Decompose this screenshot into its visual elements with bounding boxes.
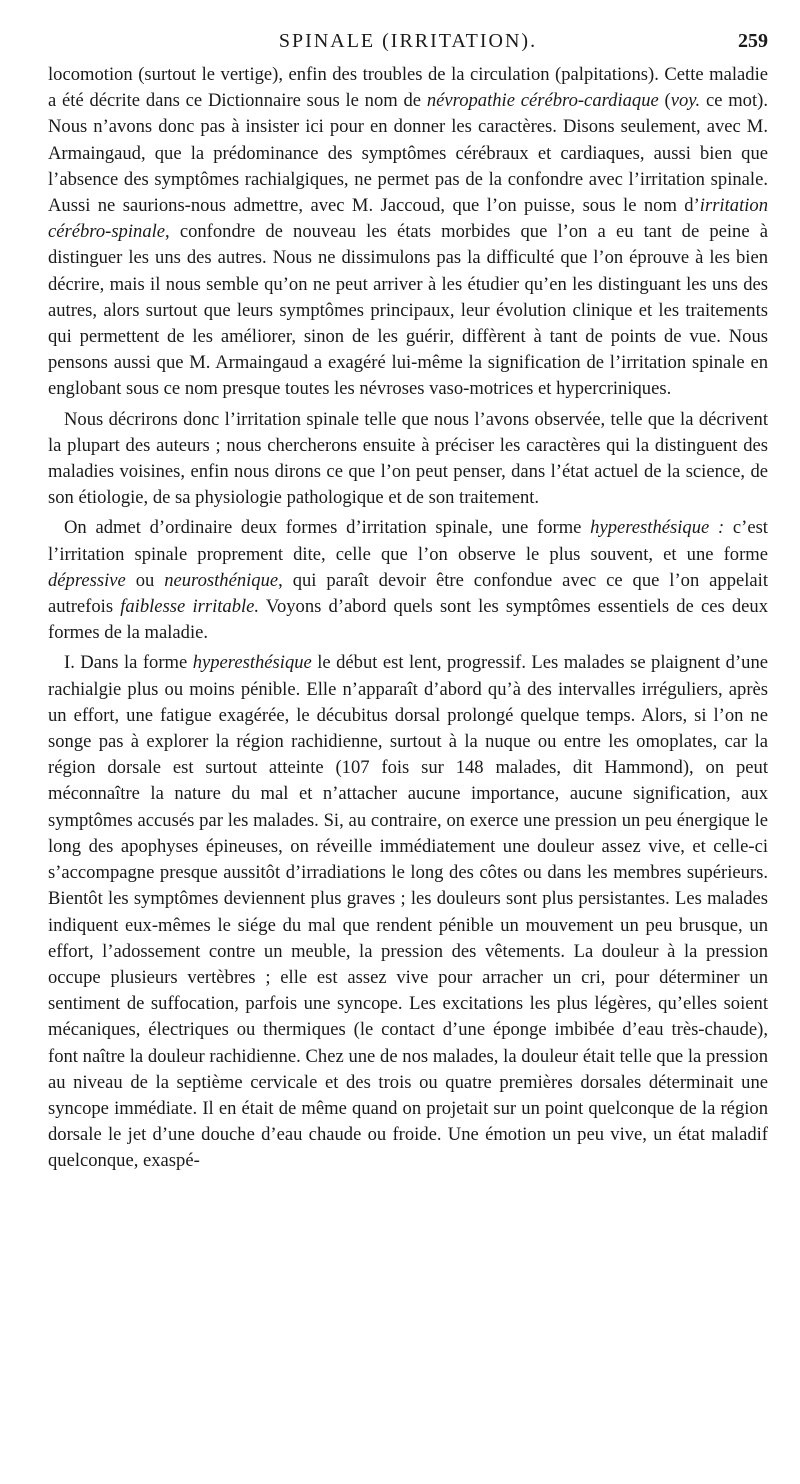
italic-text: hyperesthésique xyxy=(192,652,312,674)
body-text xyxy=(48,62,768,1175)
text-run: Voyons d’abord quels sont les symptômes essentiels de ces deux formes de la maladie. xyxy=(48,596,768,644)
italic-text: dépressive xyxy=(48,569,126,591)
text-run: , confondre de nouveau les états morbides que l’on a eu tant de peine à distinguer les uns des autres. Nous ne dissimulons pas la difficulté que l’on éprouve à les bien décrire, mais il nous semble qu’on ne peut arriver à les étudier qu’en les distinguant les uns des autres, alors surtout que leurs symptômes principaux, leur évolution clinique et les traitements qui permettent de les améliorer, sinon de les guérir, diffèrent à tant de points de vue. Nous pensons aussi que M. Armaingaud a exagéré lui-même la signification de l’irritation spinale en englobant sous ce nom presque toutes les névroses vaso-motrices et hypercriniques. xyxy=(48,221,768,400)
text-run: le début est lent, progressif. Les malades se plaignent d’une rachialgie plus ou moins pénible. Elle n’apparaît d’abord qu’à des intervalles irréguliers, après un effort, une fatigue exagérée, le décubitus dorsal prolongé quelque temps. Alors, si l’on ne songe pas à explorer la région rachidienne, surtout à la nuque ou entre les omoplates, car la région dorsale est surtout atteinte (107 fois sur 148 malades, dit Hammond), on peut méconnaître la nature du mal et n’attacher aucune importance, aucune signification, aux symptômes accusés par les malades. Si, au contraire, on exerce une pression un peu énergique le long des apophyses épineuses, on réveille immédiatement une douleur assez vive, et celle-ci s’accompagne presque aussitôt d’irradiations le long des côtes ou dans les membres supérieurs. Bientôt les symptômes deviennent plus graves ; les douleurs sont plus persistantes. Les malades indiquent eux-mêmes le siége du mal que rendent pénible un mouvement un peu brusque, un effort, l’adossement contre un meuble, la pression des vêtements. La douleur à la pression occupe plusieurs vertèbres ; elle est assez vive pour arracher un cri, pour déterminer un sentiment de suffocation, parfois une syncope. Les excitations les plus légères, qu’elles soient mécaniques, électriques ou thermiques (le contact d’une éponge imbibée d’eau très-chaude), font naître la douleur rachidienne. Chez une de nos malades, la douleur était telle que la pression au niveau de la septième cervicale et des trois ou quatre premières dorsales déterminait une syncope immédiate. Il en était de même quand on projetait sur un point quelconque de la région dorsale le jet d’une douche d’eau chaude ou froide. Une émotion un peu vive, un état maladif quelconque, exaspé- xyxy=(48,652,769,1172)
page-number: 259 xyxy=(738,30,768,52)
italic-text: névropathie cérébro-cardiaque xyxy=(426,90,659,112)
text-run: , qui paraît devoir être confondue avec ce que l’on appelait autrefois xyxy=(48,569,768,618)
italic-text: faiblesse irritable. xyxy=(120,596,260,618)
italic-text: hyperesthésique : xyxy=(590,517,725,539)
text-run: locomotion (surtout le vertige), enfin des troubles de la circulation (palpitations). Cette maladie a été décrite dans ce Dictionnaire sous le nom de xyxy=(48,64,768,112)
footer-marks xyxy=(36,1440,760,1450)
text-run: c’est l’irritation spinale proprement dite, celle que l’on observe le plus souvent, et une forme xyxy=(48,517,768,565)
italic-text: voy. xyxy=(670,90,701,112)
running-title: SPINALE (IRRITATION). xyxy=(278,30,538,52)
page-header xyxy=(48,22,768,62)
text-run: Nous décrirons donc l’irritation spinale telle que nous l’avons observée, telle que la décrivent la plupart des auteurs ; nous chercherons ensuite à préciser les caractères qui la distinguent des maladies voisines, enfin nous dirons ce que l’on peut penser, dans l’état actuel de la science, de son étiologie, de sa physiologie pathologique et de son traitement. xyxy=(48,408,768,509)
paragraph xyxy=(48,62,768,403)
italic-text: irritation cérébro-spinale xyxy=(48,195,768,243)
text-run: I. Dans la forme xyxy=(64,652,193,674)
text-run: ce mot). Nous n’avons donc pas à insister ici pour en donner les caractères. Disons seulement, avec M. Armaingaud, que la prédominance des symptômes cérébraux et cardiaques, aussi bien que l’absence des symptômes rachialgiques, ne permet pas de la confondre avec l’irritation spinale. Aussi ne saurions-nous admettre, avec M. Jaccoud, que l’on puisse, sous le nom d’ xyxy=(48,90,768,217)
italic-text: neurosthénique xyxy=(164,569,279,591)
text-run: On admet d’ordinaire deux formes d’irritation spinale, une forme xyxy=(64,517,591,539)
paragraph xyxy=(48,650,768,1174)
text-run: ( xyxy=(658,90,671,112)
paragraph xyxy=(48,407,768,512)
paragraph xyxy=(48,515,768,646)
text-run: ou xyxy=(125,569,165,591)
